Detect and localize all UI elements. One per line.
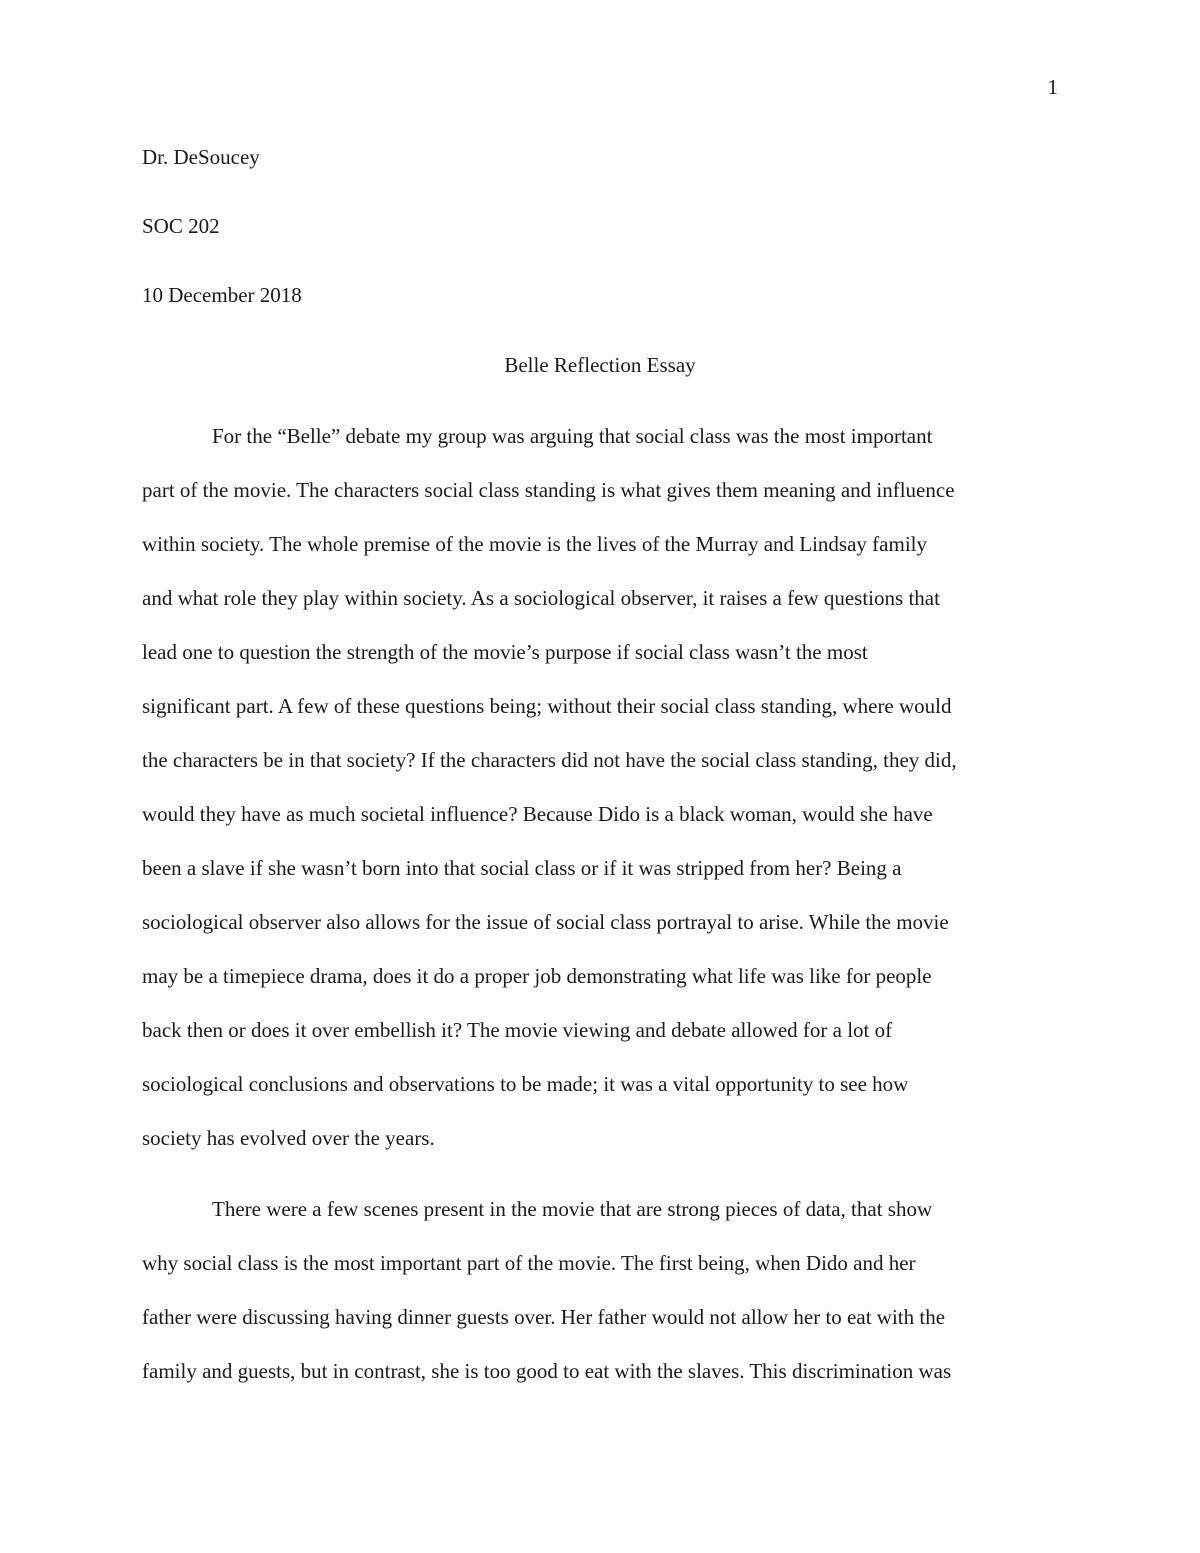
page-number: 1 bbox=[1047, 75, 1058, 99]
paragraph-2-line: father were discussing having dinner guests over. Her father would not allow her to eat with the bbox=[142, 1305, 946, 1329]
paragraph-1-line: within society. The whole premise of the movie is the lives of the Murray and Lindsay family bbox=[142, 532, 927, 556]
paragraph-1-line: part of the movie. The characters social class standing is what gives them meaning and influence bbox=[142, 478, 955, 502]
course-code: SOC 202 bbox=[142, 214, 220, 238]
paragraph-1-line: the characters be in that society? If the characters did not have the social class standing, they did, bbox=[142, 748, 957, 772]
paragraph-1-line: For the “Belle” debate my group was arguing that social class was the most important bbox=[212, 424, 933, 448]
instructor-name: Dr. DeSoucey bbox=[142, 145, 260, 169]
paragraph-1-line: been a slave if she wasn’t born into that social class or if it was stripped from her? Being a bbox=[142, 856, 902, 880]
paragraph-1-line: would they have as much societal influence? Because Dido is a black woman, would she have bbox=[142, 802, 933, 826]
paragraph-1-line: and what role they play within society. As a sociological observer, it raises a few questions that bbox=[142, 586, 940, 610]
paragraph-1-line: may be a timepiece drama, does it do a proper job demonstrating what life was like for people bbox=[142, 964, 932, 988]
paragraph-1-line: sociological conclusions and observations to be made; it was a vital opportunity to see how bbox=[142, 1072, 909, 1096]
paragraph-2-line: why social class is the most important part of the movie. The first being, when Dido and her bbox=[142, 1251, 916, 1275]
paragraph-2-line: family and guests, but in contrast, she is too good to eat with the slaves. This discrimination was bbox=[142, 1359, 952, 1383]
essay-date: 10 December 2018 bbox=[142, 283, 302, 307]
paragraph-1-line: society has evolved over the years. bbox=[142, 1126, 435, 1150]
paragraph-1-line: sociological observer also allows for the issue of social class portrayal to arise. While the movie bbox=[142, 910, 949, 934]
paragraph-1-line: significant part. A few of these questions being; without their social class standing, where would bbox=[142, 694, 952, 718]
paragraph-1-line: back then or does it over embellish it? The movie viewing and debate allowed for a lot of bbox=[142, 1018, 893, 1042]
paragraph-1-line: lead one to question the strength of the movie’s purpose if social class wasn’t the most bbox=[142, 640, 868, 664]
essay-title: Belle Reflection Essay bbox=[504, 353, 696, 377]
paragraph-2-line: There were a few scenes present in the movie that are strong pieces of data, that show bbox=[212, 1197, 933, 1221]
